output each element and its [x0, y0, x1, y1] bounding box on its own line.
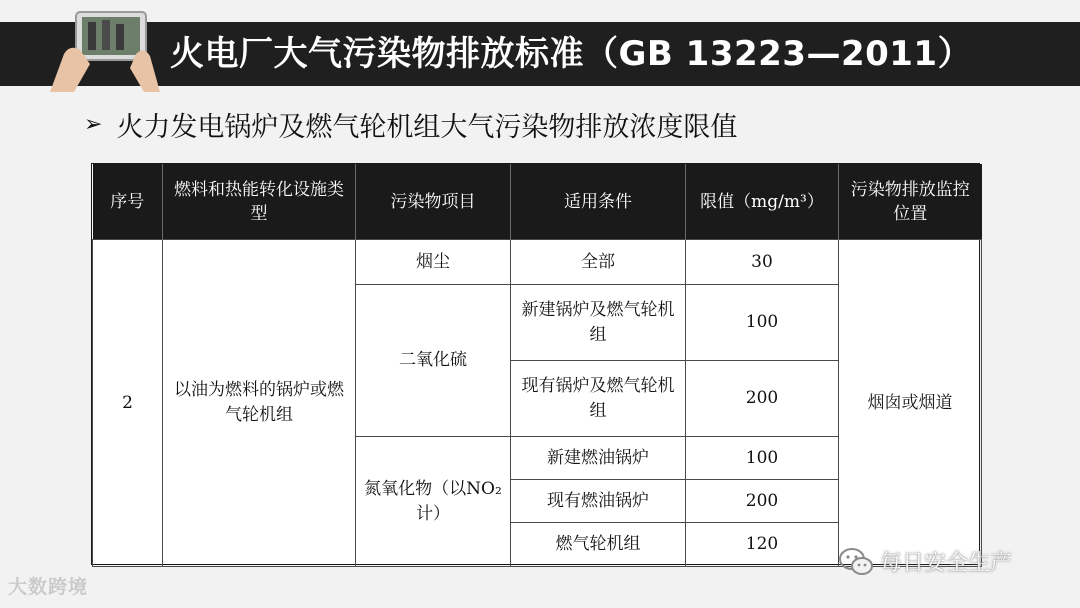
- table-row: [93, 240, 982, 285]
- hand-tablet-image: [40, 6, 170, 92]
- header-limit: 限值（mg/m³）: [686, 164, 839, 240]
- emission-table-container: [91, 163, 980, 565]
- subtitle-row: [84, 104, 737, 144]
- page-title: 火电厂大气污染物排放标准（GB 13223—2011）: [170, 34, 973, 74]
- wechat-icon: [838, 547, 874, 577]
- limit-cell: 100: [686, 285, 839, 361]
- arrow-bullet-icon: ➢: [84, 111, 103, 137]
- watermark-right-text: 每日安全生产: [880, 551, 1013, 576]
- condition-cell: 新建燃油锅炉: [511, 437, 686, 480]
- seq-cell: 2: [93, 240, 163, 567]
- pollutant-nox-cell: 氮氧化物（以NO₂计）: [356, 437, 511, 567]
- limit-cell: 30: [686, 240, 839, 285]
- header-condition: 适用条件: [511, 164, 686, 240]
- location-cell: 烟囱或烟道: [839, 240, 982, 567]
- watermark-right: [838, 546, 1012, 577]
- header-location: 污染物排放监控位置: [839, 164, 982, 240]
- limit-cell: 200: [686, 480, 839, 523]
- pollutant-so2-cell: 二氧化硫: [356, 285, 511, 437]
- condition-cell: 全部: [511, 240, 686, 285]
- limit-cell: 200: [686, 361, 839, 437]
- header-facility: 燃料和热能转化设施类型: [163, 164, 356, 240]
- table-header-row: [93, 164, 982, 240]
- subtitle-text: 火力发电锅炉及燃气轮机组大气污染物排放浓度限值: [116, 111, 738, 143]
- limit-cell: 120: [686, 523, 839, 567]
- condition-cell: 新建锅炉及燃气轮机组: [511, 285, 686, 361]
- header-seq: 序号: [93, 164, 163, 240]
- condition-cell: 现有燃油锅炉: [511, 480, 686, 523]
- emission-limits-table: [92, 164, 982, 567]
- pollutant-dust-cell: 烟尘: [356, 240, 511, 285]
- facility-cell: 以油为燃料的锅炉或燃气轮机组: [163, 240, 356, 567]
- watermark-left: 大数跨境: [8, 576, 89, 598]
- limit-cell: 100: [686, 437, 839, 480]
- header-pollutant: 污染物项目: [356, 164, 511, 240]
- condition-cell: 燃气轮机组: [511, 523, 686, 567]
- condition-cell: 现有锅炉及燃气轮机组: [511, 361, 686, 437]
